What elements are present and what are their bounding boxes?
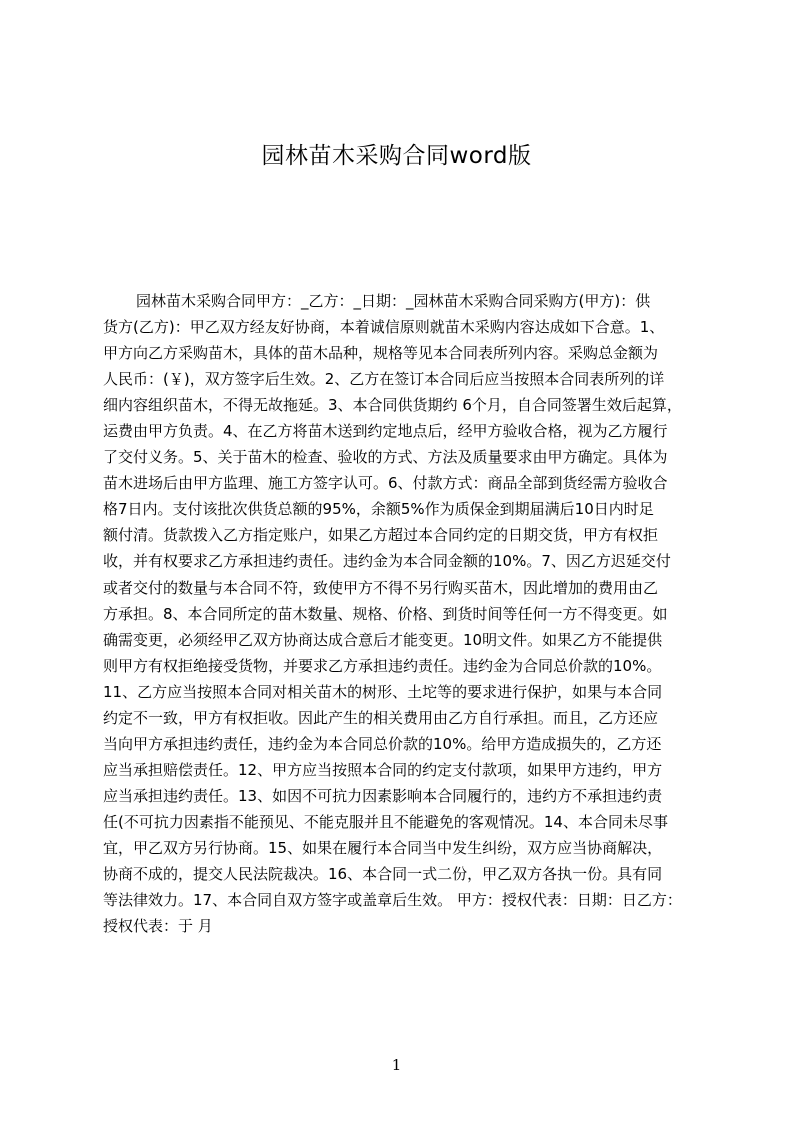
paragraph-line: 则甲方有权拒绝接受货物，并要求乙方承担违约责任。违约金为合同总价款的10%。 bbox=[103, 656, 662, 675]
paragraph-line: 当向甲方承担违约责任，违约金为本合同总价款的10%。给甲方造成损失的，乙方还 bbox=[103, 734, 662, 753]
paragraph-line: 格7日内。支付该批次供货总额的95%，余额5%作为质保金到期届满后10日内时足 bbox=[103, 500, 654, 519]
paragraph-line: 运费由甲方负责。4、在乙方将苗木送到约定地点后，经甲方验收合格，视为乙方履行 bbox=[103, 422, 668, 441]
contract-body bbox=[103, 288, 697, 964]
page-title: 园林苗木采购合同word版 bbox=[261, 143, 532, 169]
paragraph-line: 11、乙方应当按照本合同对相关苗木的树形、土坨等的要求进行保护，如果与本合同 bbox=[103, 682, 663, 701]
paragraph-line: 确需变更，必须经甲乙双方协商达成合意后才能变更。10明文件。如果乙方不能提供 bbox=[103, 630, 663, 649]
paragraph-line: 任(不可抗力因素指不能预见、不能克服并且不能避免的客观情况。14、本合同未尽事 bbox=[103, 812, 668, 831]
paragraph-line: 宜，甲乙双方另行协商。15、如果在履行本合同当中发生纠纷，双方应当协商解决， bbox=[103, 838, 663, 857]
paragraph-line: 应当承担赔偿责任。12、甲方应当按照本合同的约定支付款项，如果甲方违约，甲方 bbox=[103, 760, 663, 779]
paragraph-line: 或者交付的数量与本合同不符，致使甲方不得不另行购买苗木，因此增加的费用由乙 bbox=[103, 578, 659, 597]
page-number: 1 bbox=[391, 1056, 402, 1074]
paragraph-line: 额付清。货款拨入乙方指定账户，如果乙方超过本合同约定的日期交货，甲方有权拒 bbox=[103, 526, 659, 545]
paragraph-line: 收，并有权要求乙方承担违约责任。违约金为本合同金额的10%。7、因乙方迟延交付 bbox=[103, 552, 671, 571]
paragraph-line: 方承担。8、本合同所定的苗木数量、规格、价格、到货时间等任何一方不得变更。如 bbox=[103, 604, 668, 623]
paragraph-line: 协商不成的，提交人民法院裁决。16、本合同一式二份，甲乙双方各执一份。具有同 bbox=[103, 865, 663, 884]
paragraph-line: 等法律效力。17、本合同自双方签字或盖章后生效。 甲方：授权代表：日期：日乙方： bbox=[103, 891, 682, 910]
paragraph-line: 授权代表：于 月 bbox=[103, 917, 213, 936]
paragraph-line: 了交付义务。5、关于苗木的检查、验收的方式、方法及质量要求由甲方确定。具体为 bbox=[103, 448, 668, 467]
paragraph-line: 细内容组织苗木，不得无故拖延。3、本合同供货期约 6个月，自合同签署生效后起算， bbox=[103, 396, 682, 415]
paragraph-line: 苗木进场后由甲方监理、施工方签字认可。6、付款方式：商品全部到货经需方验收合 bbox=[103, 474, 668, 493]
paragraph-line: 应当承担违约责任。13、如因不可抗力因素影响本合同履行的，违约方不承担违约责 bbox=[103, 786, 663, 805]
paragraph-line: 甲方向乙方采购苗木，具体的苗木品种，规格等见本合同表所列内容。采购总金额为 bbox=[103, 344, 659, 363]
paragraph-line: 货方(乙方)：甲乙双方经友好协商，本着诚信原则就苗木采购内容达成如下合意。1、 bbox=[103, 318, 665, 337]
paragraph-line: 人民币：(￥)，双方签字后生效。2、乙方在签订本合同后应当按照本合同表所列的详 bbox=[103, 370, 665, 389]
paragraph-line: 园林苗木采购合同甲方：_乙方：_日期：_园林苗木采购合同采购方(甲方)：供 bbox=[136, 292, 651, 310]
paragraph-line: 约定不一致，甲方有权拒收。因此产生的相关费用由乙方自行承担。而且，乙方还应 bbox=[103, 708, 659, 727]
